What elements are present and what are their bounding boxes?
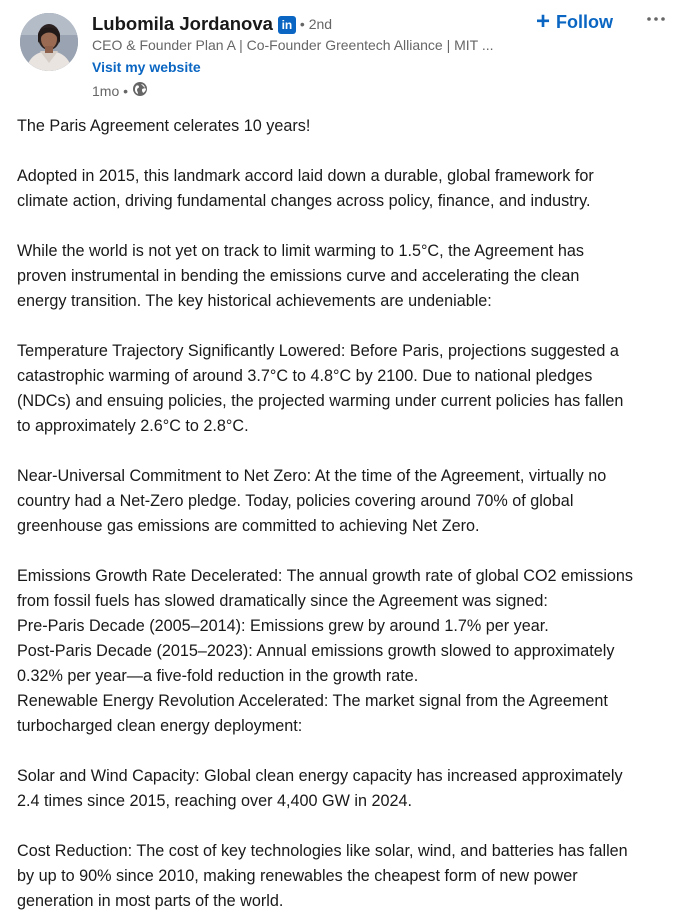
post-meta <box>92 81 148 100</box>
post-text-line: 2.4 times since 2015, reaching over 4,400 GW in 2024. <box>17 792 413 810</box>
author-headline: CEO & Founder Plan A | Co-Founder Greentech Alliance | MIT ... <box>92 37 494 53</box>
post-text-line: Post-Paris Decade (2015–2023): Annual emissions growth slowed to approximately <box>17 642 615 660</box>
post-text-line: catastrophic warming of around 3.7°C to 4.8°C by 2100. Due to national pledges <box>17 367 593 385</box>
post-text-line: While the world is not yet on track to limit warming to 1.5°C, the Agreement has <box>17 242 584 260</box>
follow-button[interactable] <box>536 9 613 35</box>
post-text-line: greenhouse gas emissions are committed to achieving Net Zero. <box>17 517 480 535</box>
post-text-line: Cost Reduction: The cost of key technologies like solar, wind, and batteries has fallen <box>17 842 628 860</box>
post-text-line: (NDCs) and ensuing policies, the projected warming under current policies has fallen <box>17 392 624 410</box>
post-header <box>0 0 683 100</box>
globe-icon <box>132 81 148 100</box>
post-text-line: climate action, driving fundamental changes across policy, finance, and industry. <box>17 192 591 210</box>
paragraph-gap <box>17 214 677 239</box>
visit-website-link[interactable]: Visit my website <box>92 59 201 75</box>
post-text-line: Emissions Growth Rate Decelerated: The annual growth rate of global CO2 emissions <box>17 567 634 585</box>
paragraph-gap <box>17 814 677 839</box>
connection-degree: • 2nd <box>299 16 333 32</box>
paragraph-gap <box>17 539 677 564</box>
post-text-line: energy transition. The key historical achievements are undeniable: <box>17 292 492 310</box>
paragraph-gap <box>17 139 677 164</box>
author-name-row <box>92 11 332 37</box>
post-text-line: 0.32% per year—a five-fold reduction in the growth rate. <box>17 667 419 685</box>
paragraph-gap <box>17 739 677 764</box>
post-text-line: by up to 90% since 2010, making renewables the cheapest form of new power <box>17 867 578 885</box>
follow-label: Follow <box>556 11 614 32</box>
post-text-line: turbocharged clean energy deployment: <box>17 717 303 735</box>
post-text-line: The Paris Agreement celerates 10 years! <box>17 117 311 135</box>
post-text-line: country had a Net-Zero pledge. Today, policies covering around 70% of global <box>17 492 574 510</box>
post-text-line: from fossil fuels has slowed dramatically since the Agreement was signed: <box>17 592 548 610</box>
post-time: 1mo • <box>92 82 129 99</box>
paragraph-gap <box>17 314 677 339</box>
post-text-line: proven instrumental in bending the emissions curve and accelerating the clean <box>17 267 580 285</box>
post-text-line: generation in most parts of the world. <box>17 892 284 910</box>
post-text-line: Adopted in 2015, this landmark accord laid down a durable, global framework for <box>17 167 594 185</box>
avatar-photo <box>20 13 78 71</box>
post-body <box>17 114 677 914</box>
plus-icon: + <box>536 8 551 35</box>
post-text-line: Near-Universal Commitment to Net Zero: At the time of the Agreement, virtually no <box>17 467 607 485</box>
paragraph-gap <box>17 439 677 464</box>
linkedin-badge-icon: in <box>278 16 296 34</box>
post-text-line: to approximately 2.6°C to 2.8°C. <box>17 417 249 435</box>
author-name[interactable]: Lubomila Jordanova <box>92 13 273 34</box>
more-options-icon[interactable] <box>645 6 667 32</box>
post-text-line: Solar and Wind Capacity: Global clean energy capacity has increased approximately <box>17 767 623 785</box>
post-text-line: Renewable Energy Revolution Accelerated: The market signal from the Agreement <box>17 692 608 710</box>
avatar[interactable] <box>20 13 78 71</box>
post-text-line: Temperature Trajectory Significantly Lowered: Before Paris, projections suggested a <box>17 342 619 360</box>
post-text-line: Pre-Paris Decade (2005–2014): Emissions grew by around 1.7% per year. <box>17 617 549 635</box>
